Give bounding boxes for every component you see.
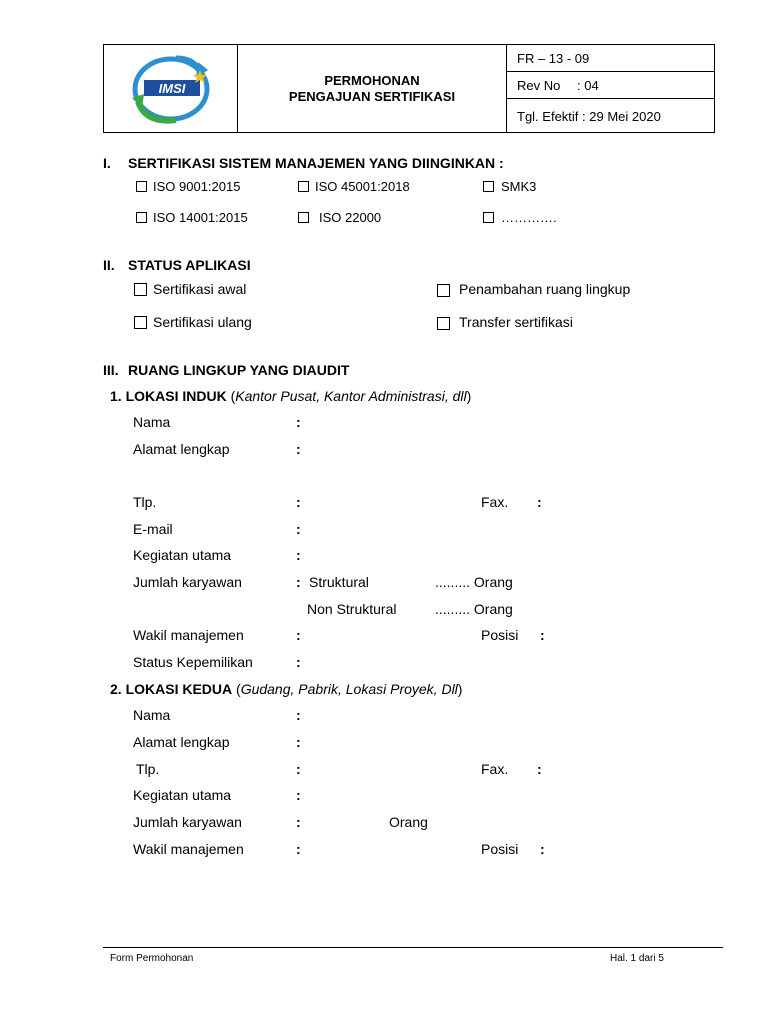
loc1-tlp-label: Tlp.: [133, 494, 157, 510]
checkbox-smk3[interactable]: [483, 181, 494, 192]
colon: :: [296, 707, 301, 723]
colon: :: [296, 494, 301, 510]
loc1-status-label: Status Kepemilikan: [133, 654, 253, 670]
label-sertifikasi-awal: Sertifikasi awal: [153, 281, 247, 297]
label-iso9001: ISO 9001:2015: [153, 179, 241, 194]
loc2-kegiatan-label: Kegiatan utama: [133, 787, 232, 803]
loc1-struktural-orang: ......... Orang: [435, 574, 513, 590]
loc1-posisi-label: Posisi: [481, 627, 519, 643]
label-other: ………….: [501, 210, 557, 225]
colon: :: [296, 414, 301, 430]
label-iso22000: ISO 22000: [319, 210, 382, 225]
colon: :: [296, 521, 301, 537]
loc1-struktural-label: Struktural: [309, 574, 369, 590]
loc2-posisi-label: Posisi: [481, 841, 519, 857]
svg-text:IMSI: IMSI: [158, 81, 186, 96]
checkbox-other[interactable]: [483, 212, 494, 223]
loc2-fax-label: Fax.: [481, 761, 509, 777]
loc1-fax-label: Fax.: [481, 494, 509, 510]
label-transfer: Transfer sertifikasi: [459, 314, 573, 330]
checkbox-sertifikasi-awal[interactable]: [134, 283, 147, 296]
company-logo-icon: [126, 54, 216, 124]
loc1-nama-label: Nama: [133, 414, 171, 430]
section2-number: II.: [103, 257, 115, 273]
section3-title: RUANG LINGKUP YANG DIAUDIT: [128, 362, 350, 378]
colon: :: [540, 627, 545, 643]
loc1-note: Kantor Pusat, Kantor Administrasi, dll: [235, 388, 467, 404]
loc2-nama-label: Nama: [133, 707, 171, 723]
colon: :: [296, 654, 301, 670]
checkbox-iso22000[interactable]: [298, 212, 309, 223]
colon: :: [296, 761, 301, 777]
loc1-heading: 1. LOKASI INDUK (Kantor Pusat, Kantor Administrasi, dll): [110, 388, 472, 404]
colon: :: [296, 814, 301, 830]
loc1-email-label: E-mail: [133, 521, 173, 537]
colon: :: [296, 841, 301, 857]
doc-number: FR – 13 - 09: [507, 45, 714, 72]
checkbox-iso9001[interactable]: [136, 181, 147, 192]
loc2-orang: Orang: [389, 814, 428, 830]
footer-divider: [103, 947, 723, 948]
colon: :: [296, 547, 301, 563]
section3-number: III.: [103, 362, 119, 378]
colon: :: [296, 574, 301, 590]
label-sertifikasi-ulang: Sertifikasi ulang: [153, 314, 252, 330]
colon: :: [296, 627, 301, 643]
loc1-wakil-label: Wakil manajemen: [133, 627, 244, 643]
loc2-jumlah-label: Jumlah karyawan: [133, 814, 242, 830]
header-title: [238, 45, 507, 132]
checkbox-transfer[interactable]: [437, 317, 450, 330]
checkbox-iso14001[interactable]: [136, 212, 147, 223]
header-table: [103, 44, 715, 133]
label-smk3: SMK3: [501, 179, 537, 194]
loc1-nonstruktural-label: Non Struktural: [307, 601, 397, 617]
header-title-line1: PERMOHONAN: [324, 72, 420, 88]
colon: :: [537, 761, 542, 777]
checkbox-sertifikasi-ulang[interactable]: [134, 316, 147, 329]
effective-date: Tgl. Efektif : 29 Mei 2020: [517, 108, 661, 124]
loc2-wakil-label: Wakil manajemen: [133, 841, 244, 857]
loc1-nonstruktural-orang: ......... Orang: [435, 601, 513, 617]
label-iso45001: ISO 45001:2018: [315, 179, 410, 194]
checkbox-iso45001[interactable]: [298, 181, 309, 192]
section1-title: SERTIFIKASI SISTEM MANAJEMEN YANG DIINGINKAN :: [128, 155, 504, 171]
colon: :: [296, 441, 301, 457]
header-title-line2: PENGAJUAN SERTIFIKASI: [288, 88, 456, 104]
colon: :: [296, 734, 301, 750]
revision: Rev No : 04: [507, 73, 714, 99]
loc1-kegiatan-label: Kegiatan utama: [133, 547, 232, 563]
loc2-tlp-label: Tlp.: [136, 761, 160, 777]
logo-cell: [104, 45, 238, 132]
loc2-heading: 2. LOKASI KEDUA (Gudang, Pabrik, Lokasi Proyek, Dll): [110, 681, 463, 697]
loc2-note: Gudang, Pabrik, Lokasi Proyek, Dll: [240, 681, 458, 697]
label-iso14001: ISO 14001:2015: [153, 210, 248, 225]
section1-number: I.: [103, 155, 111, 171]
loc1-alamat-label: Alamat lengkap: [133, 441, 230, 457]
colon: :: [540, 841, 545, 857]
checkbox-penambahan-ruang[interactable]: [437, 284, 450, 297]
loc2-alamat-label: Alamat lengkap: [133, 734, 230, 750]
colon: :: [537, 494, 542, 510]
section2-title: STATUS APLIKASI: [128, 257, 251, 273]
label-penambahan-ruang: Penambahan ruang lingkup: [459, 281, 631, 297]
colon: :: [296, 787, 301, 803]
footer-page: Hal. 1 dari 5: [610, 953, 664, 964]
footer-left: Form Permohonan: [110, 953, 194, 964]
loc1-jumlah-label: Jumlah karyawan: [133, 574, 242, 590]
